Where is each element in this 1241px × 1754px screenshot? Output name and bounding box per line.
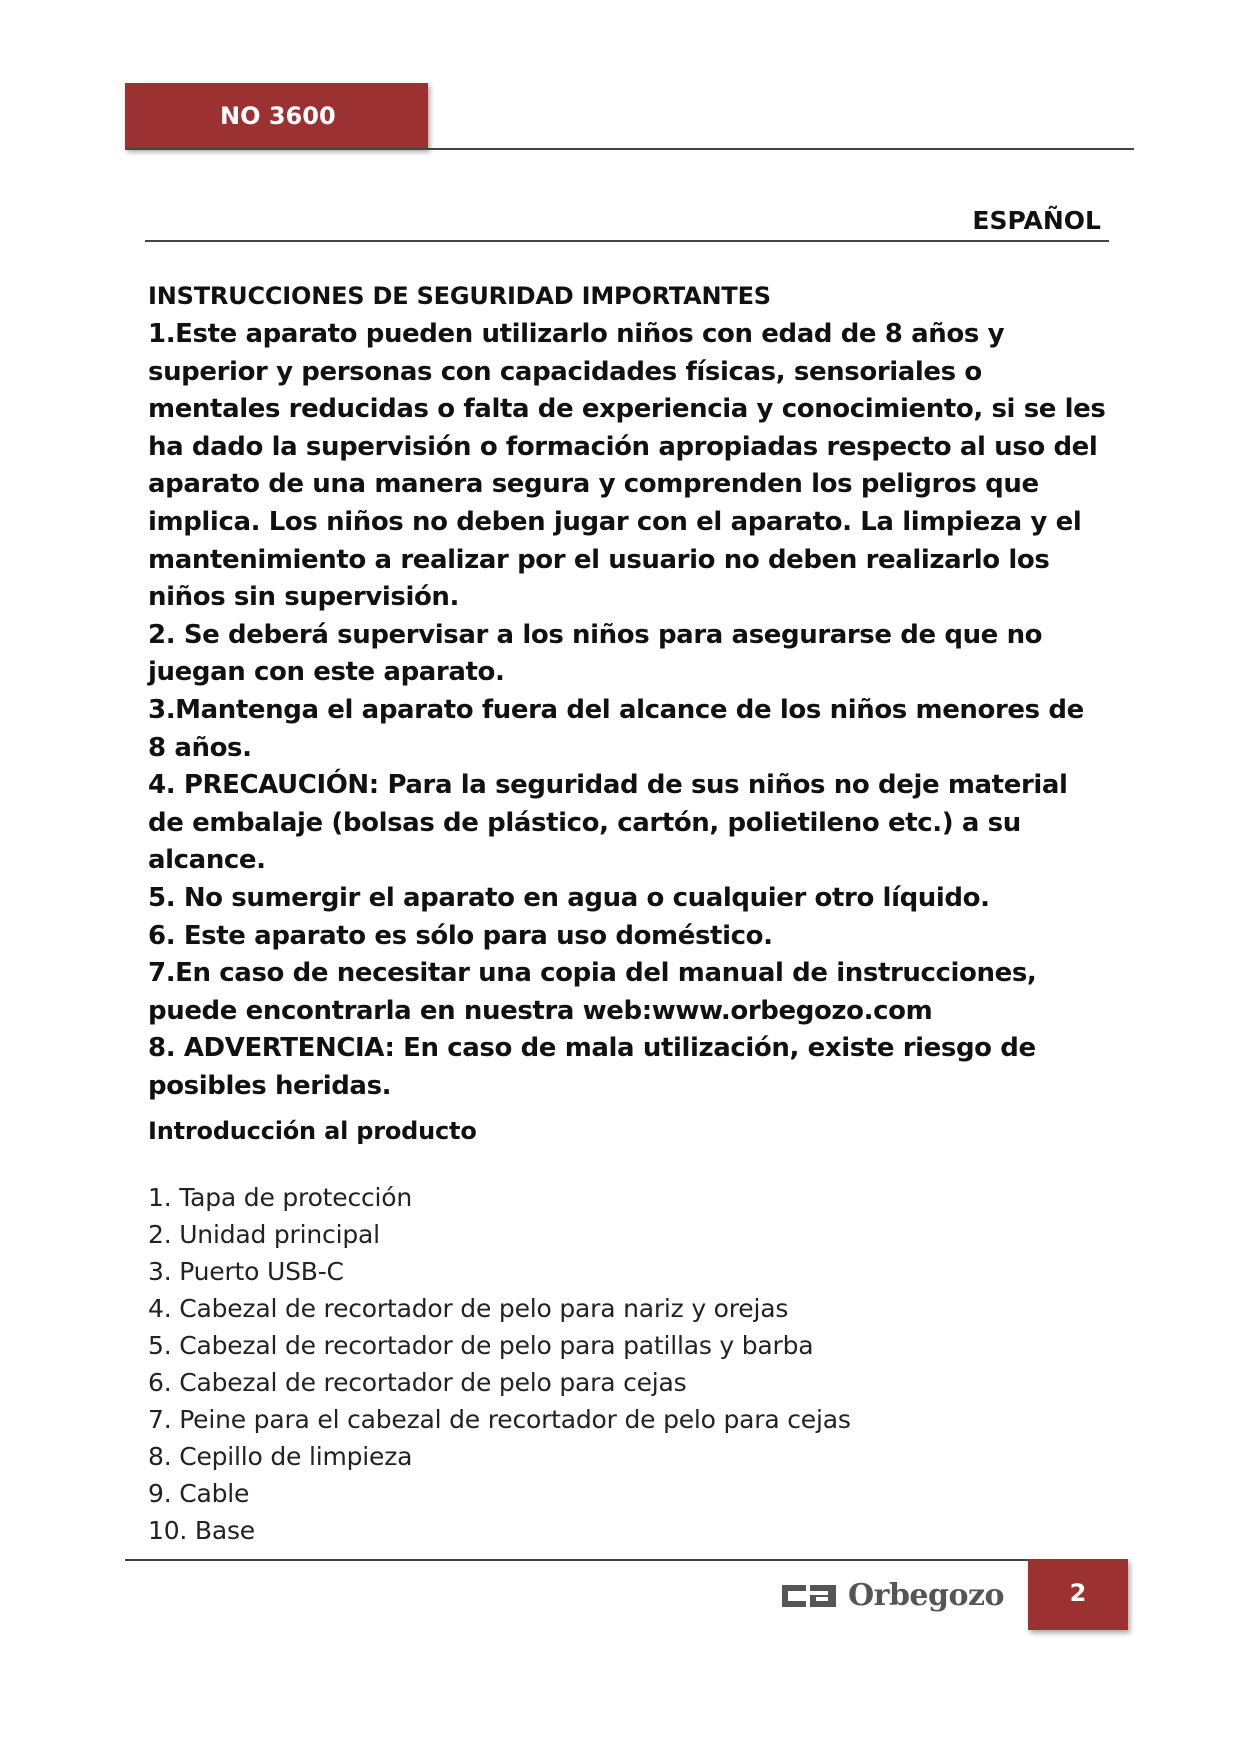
- safety-item: 5. No sumergir el aparato en agua o cualquier otro líquido.: [148, 882, 990, 913]
- part-item: 3. Puerto USB-C: [148, 1257, 344, 1286]
- part-item: 7. Peine para el cabezal de recortador de pelo para cejas: [148, 1405, 851, 1434]
- intro-title: Introducción al producto: [148, 1117, 477, 1145]
- parts-list: [148, 1179, 1048, 1549]
- part-item: 2. Unidad principal: [148, 1220, 380, 1249]
- language-label: ESPAÑOL: [972, 206, 1101, 235]
- page-number: 2: [1028, 1559, 1128, 1630]
- part-item: 6. Cabezal de recortador de pelo para cejas: [148, 1368, 687, 1397]
- brand-mark-icon: [782, 1583, 836, 1609]
- brand-logo: [782, 1578, 1004, 1613]
- safety-item: 8. ADVERTENCIA: En caso de mala utilización, existe riesgo de posibles heridas.: [148, 1033, 1036, 1101]
- safety-item: 7.En caso de necesitar una copia del manual de instrucciones, puede encontrarla en nuestra web:www.orbegozo.com: [148, 958, 1037, 1026]
- bottom-rule: [125, 1559, 1029, 1561]
- part-item: 4. Cabezal de recortador de pelo para nariz y orejas: [148, 1294, 789, 1323]
- safety-instructions: [148, 316, 1108, 1105]
- safety-item: 3.Mantenga el aparato fuera del alcance de los niños menores de 8 años.: [148, 694, 1084, 763]
- model-number: NO 3600: [220, 102, 336, 130]
- safety-title: INSTRUCCIONES DE SEGURIDAD IMPORTANTES: [148, 282, 771, 310]
- safety-item: 1.Este aparato pueden utilizarlo niños con edad de 8 años y superior y personas con capacidades físicas, sensoriales o mentales reducidas o falta de experiencia y conocimiento, si se les ha dado la supervisión o formación apropiadas respecto al uso del aparato de una manera segura y comprenden los peligros que implica. Los niños no deben jugar con el aparato. La limpieza y el mantenimiento a realizar por el usuario no deben realizarlo los niños sin supervisión.: [148, 319, 1106, 613]
- safety-item: 4. PRECAUCIÓN: Para la seguridad de sus niños no deje material de embalaje (bolsas de plástico, cartón, polietileno etc.) a su alcance.: [148, 770, 1068, 876]
- part-item: 9. Cable: [148, 1479, 250, 1508]
- part-item: 1. Tapa de protección: [148, 1183, 413, 1212]
- brand-name: Orbegozo: [848, 1578, 1005, 1613]
- part-item: 5. Cabezal de recortador de pelo para patillas y barba: [148, 1331, 814, 1360]
- model-tab: [125, 83, 428, 149]
- language-rule: [145, 240, 1109, 242]
- part-item: 10. Base: [148, 1516, 255, 1545]
- top-rule: [125, 148, 1134, 150]
- safety-item: 2. Se deberá supervisar a los niños para asegurarse de que no juegan con este aparato.: [148, 619, 1043, 688]
- part-item: 8. Cepillo de limpieza: [148, 1442, 413, 1471]
- safety-item: 6. Este aparato es sólo para uso doméstico.: [148, 920, 773, 951]
